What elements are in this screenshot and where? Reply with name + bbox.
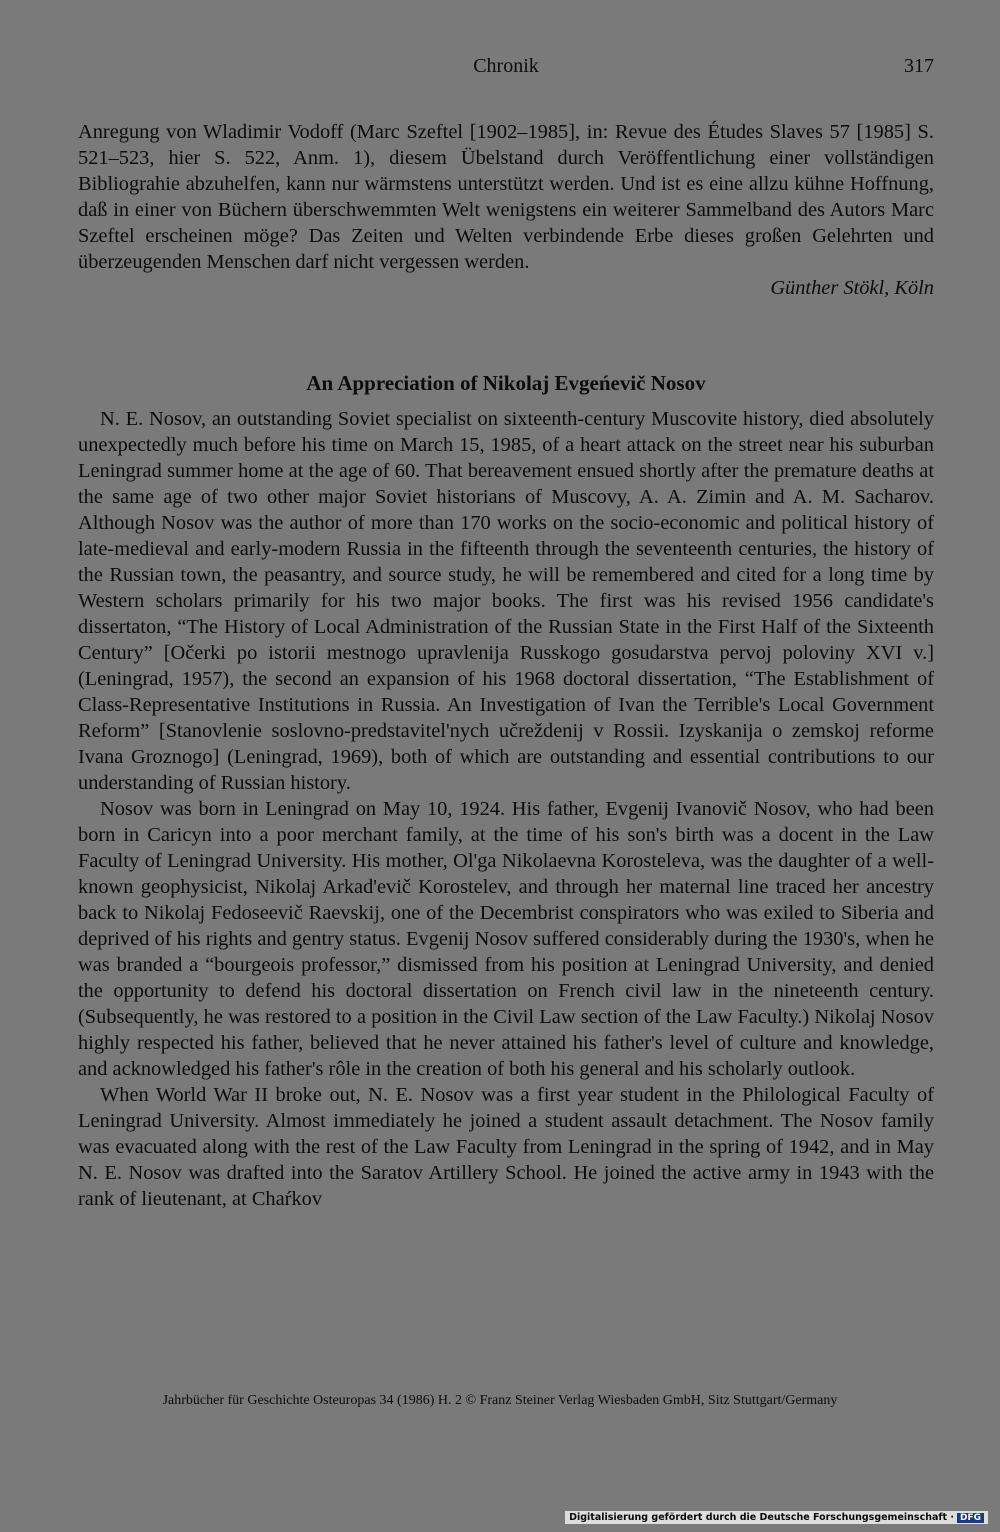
running-title: Chronik bbox=[473, 55, 539, 77]
credit-text: Digitalisierung gefördert durch die Deutsche Forschungsgemeinschaft · bbox=[569, 1512, 954, 1523]
author-signature: Günther Stökl, Köln bbox=[770, 277, 934, 299]
body-text bbox=[78, 119, 934, 1212]
journal-citation-footer: Jahrbücher für Geschichte Osteuropas 34 (1986) H. 2 © Franz Steiner Verlag Wiesbaden GmbH, Sitz Stuttgart/Germany bbox=[162, 1393, 838, 1408]
article-paragraph-3: When World War II broke out, N. E. Nosov was a first year student in the Philological Faculty of Leningrad University. Almost immediately he joined a student assault detachment. The Nosov family was evacuated along with the rest of the Law Faculty from Leningrad in the spring of 1942, and in May N. E. Nosov was drafted into the Saratov Artillery School. He joined the active army in 1943 with the rank of lieutenant, at Chaŕkov bbox=[78, 1084, 934, 1210]
article-paragraph-2: Nosov was born in Leningrad on May 10, 1924. His father, Evgenij Ivanovič Nosov, who had been born in Caricyn into a poor merchant family, at the time of his son's birth was a docent in the Law Faculty of Leningrad University. His mother, Ol'ga Nikolaevna Korosteleva, was the daughter of a well-known geophysicist, Nikolaj Arkad'evič Korostelev, and through her maternal line traced her ancestry back to Nikolaj Fedoseevič Raevskij, one of the Decembrist conspirators who was exiled to Siberia and deprived of his rights and gentry status. Evgenij Nosov suffered considerably during the 1930's, when he was branded a “bourgeois professor,” dismissed from his position at Leningrad University, and denied the opportunity to defend his doctoral dissertation on French civil law in the nineteenth century. (Subsequently, he was restored to a position in the Civil Law section of the Law Faculty.) Nikolaj Nosov highly respected his father, believed that he never attained his father's level of culture and knowledge, and acknowledged his father's rôle in the creation of both his general and his scholarly outlook. bbox=[78, 798, 934, 1080]
running-header bbox=[78, 55, 934, 83]
previous-article-paragraph: Anregung von Wladimir Vodoff (Marc Szeftel [1902–1985], in: Revue des Études Slaves 57 [1985] S. 521–523, hier S. 522, Anm. 1), diesem Übelstand durch Veröffentlichung einer vollständigen Bibliograhie abzuhelfen, kann nur wärmstens unterstützt werden. Und ist es eine allzu kühne Hoffnung, daß in einer von Büchern überschwemmten Welt wenigstens ein weiterer Sammelband des Autors Marc Szeftel erscheinen möge? Das Zeiten und Welten verbindende Erbe dieses großen Gelehrten und überzeugenden Menschen darf nicht vergessen werden. bbox=[78, 121, 934, 273]
digitization-credit bbox=[565, 1511, 988, 1524]
article-paragraph-1: N. E. Nosov, an outstanding Soviet specialist on sixteenth-century Muscovite history, died absolutely unexpectedly much before his time on March 15, 1985, of a heart attack on the street near his suburban Leningrad summer home at the age of 60. That bereavement ensued shortly after the premature deaths at the same age of two other major Soviet historians of Muscovy, A. A. Zimin and A. M. Sacharov. Although Nosov was the author of more than 170 works on the socio-economic and political history of late-medieval and early-modern Russia in the fifteenth through the seventeenth centuries, the history of the Russian town, the peasantry, and source study, he will be remembered and cited for a long time by Western scholars primarily for his two major books. The first was his revised 1956 candidate's dissertaton, “The History of Local Administration of the Russian State in the First Half of the Sixteenth Century” [Očerki po istorii mestnogo upravlenija Russkogo gosudarstva pervoj poloviny XVI v.] (Leningrad, 1957), the second an expansion of his 1968 doctoral dissertation, “The Establishment of Class-Representative Institutions in Russia. An Investigation of Ivan the Terrible's Local Government Reform” [Stanovlenie soslovno-predstavitel'nych učreždenij v Rossii. Izyskanija o zemskoj reforme Ivana Groznogo] (Leningrad, 1969), both of which are outstanding and essential contributions to our understanding of Russian history. bbox=[78, 408, 934, 794]
dfg-logo-icon: DFG bbox=[957, 1513, 984, 1523]
article-title: An Appreciation of Nikolaj Evgeńevič Nosov bbox=[306, 371, 706, 395]
page-number: 317 bbox=[904, 55, 934, 77]
